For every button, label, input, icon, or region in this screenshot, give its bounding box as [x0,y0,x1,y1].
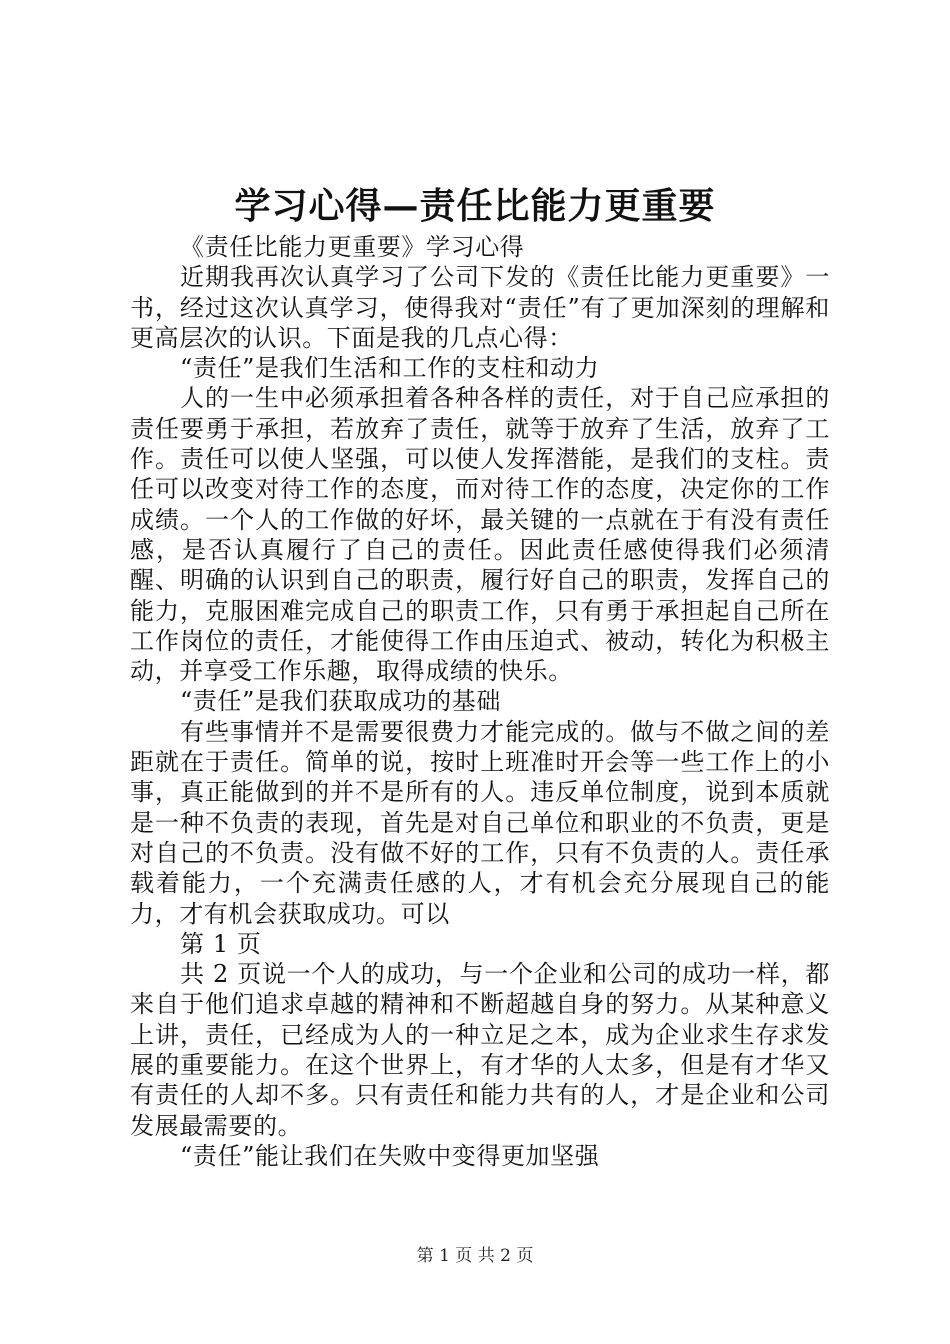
page-footer: 第 1 页 共 2 页 [416,1246,534,1266]
document-body [130,232,830,1171]
document-title: 学习心得—责任比能力更重要 [234,185,716,227]
paragraph-intro: 近期我再次认真学习了公司下发的《责任比能力更重要》一书，经过这次认真学习，使得我对“责任”有了更加深刻的理解和更高层次的认识。下面是我的几点心得： [130,263,830,352]
paragraph-pillar: 人的一生中必须承担着各种各样的责任，对于自己应承担的责任要勇于承担，若放弃了责任，就等于放弃了生活，放弃了工作。责任可以使人坚强，可以使人发挥潜能，是我们的支柱。责任可以改变对待工作的态度，而对待工作的态度，决定你的工作成绩。一个人的工作做的好坏，最关键的一点就在于有没有责任感，是否认真履行了自己的责任。因此责任感使得我们必须清醒、明确的认识到自己的职责，履行好自己的职责，发挥自己的能力，克服困难完成自己的职责工作，只有勇于承担起自己所在工作岗位的责任，才能使得工作由压迫式、被动，转化为积极主动，并享受工作乐趣，取得成绩的快乐。 [130,384,830,686]
paragraph-subtitle: 《责任比能力更重要》学习心得 [180,233,525,261]
paragraph-success: 有些事情并不是需要很费力才能完成的。做与不做之间的差距就在于责任。简单的说，按时上班准时开会等一些工作上的小事，真正能做到的并不是所有的人。违反单位制度，说到本质就是一种不负责的表现，首先是对自己单位和职业的不负责，更是对自己的不负责。没有做不好的工作，只有不负责的人。责任承载着能力，一个充满责任感的人，才有机会充分展现自己的能力，才有机会获取成功。可以 [130,717,830,928]
inline-page-marker: 第 1 页 [180,929,262,958]
paragraph-ability: 共 2 页说一个人的成功，与一个企业和公司的成功一样，都来自于他们追求卓越的精神和不断超越自身的努力。从某种意义上讲，责任，已经成为人的一种立足之本，成为企业求生存求发展的重要能力。在这个世界上，有才华的人太多，但是有才华又有责任的人却不多。只有责任和能力共有的人，才是企业和公司发展最需要的。 [130,960,830,1140]
section-heading-failure: “责任”能让我们在失败中变得更加坚强 [180,1141,600,1170]
section-heading-success: “责任”是我们获取成功的基础 [180,687,501,716]
section-heading-pillar: “责任”是我们生活和工作的支柱和动力 [180,354,600,383]
